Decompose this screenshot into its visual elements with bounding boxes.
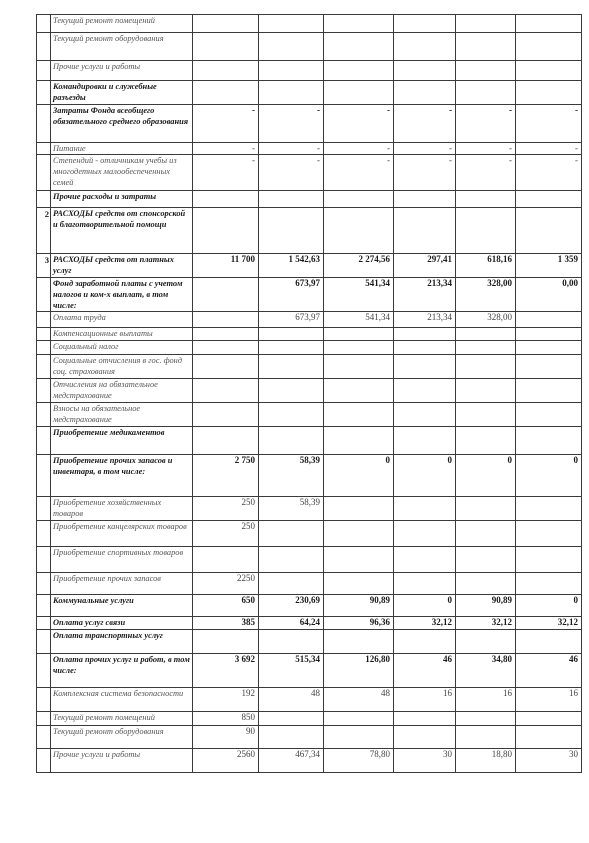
- row-name-cell: Текущий ремонт помещений: [51, 15, 193, 33]
- value-cell-col-5: [456, 726, 516, 749]
- value-cell-col-3: 126,80: [324, 654, 394, 688]
- value-cell-col-1: 385: [193, 617, 259, 630]
- row-index-cell: [37, 688, 51, 712]
- value-cell-col-1: [193, 312, 259, 328]
- row-index-cell: [37, 595, 51, 617]
- value-cell-col-3: [324, 33, 394, 61]
- table-row: [37, 726, 582, 749]
- value-cell-col-5: [456, 15, 516, 33]
- row-index-cell: [37, 521, 51, 547]
- row-index-cell: [37, 341, 51, 355]
- value-cell-col-6: 30: [516, 749, 582, 773]
- row-index-cell: [37, 379, 51, 403]
- value-cell-col-5: [456, 341, 516, 355]
- value-cell-col-6: [516, 379, 582, 403]
- row-index-cell: [37, 749, 51, 773]
- value-cell-col-2: [259, 427, 324, 455]
- value-cell-col-2: [259, 726, 324, 749]
- value-cell-col-5: [456, 547, 516, 573]
- value-cell-col-2: [259, 547, 324, 573]
- value-cell-col-1: [193, 191, 259, 208]
- value-cell-col-3: [324, 15, 394, 33]
- row-name-cell: Текущий ремонт помещений: [51, 712, 193, 726]
- row-index-cell: [37, 191, 51, 208]
- value-cell-col-4: -: [394, 105, 456, 143]
- value-cell-col-2: [259, 61, 324, 81]
- value-cell-col-3: [324, 573, 394, 595]
- table-row: [37, 403, 582, 427]
- row-index-cell: [37, 403, 51, 427]
- value-cell-col-1: 192: [193, 688, 259, 712]
- value-cell-col-6: -: [516, 155, 582, 191]
- value-cell-col-5: 0: [456, 455, 516, 497]
- value-cell-col-1: [193, 208, 259, 254]
- value-cell-col-2: [259, 355, 324, 379]
- value-cell-col-5: -: [456, 155, 516, 191]
- value-cell-col-3: 2 274,56: [324, 254, 394, 278]
- value-cell-col-6: [516, 427, 582, 455]
- value-cell-col-4: [394, 15, 456, 33]
- row-index-cell: [37, 312, 51, 328]
- value-cell-col-2: [259, 379, 324, 403]
- value-cell-col-5: [456, 208, 516, 254]
- value-cell-col-3: [324, 630, 394, 654]
- value-cell-col-6: [516, 726, 582, 749]
- row-index-cell: [37, 355, 51, 379]
- table-row: [37, 547, 582, 573]
- value-cell-col-3: -: [324, 105, 394, 143]
- row-name-cell: Питание: [51, 143, 193, 155]
- value-cell-col-6: [516, 81, 582, 105]
- value-cell-col-1: [193, 61, 259, 81]
- table-row: [37, 712, 582, 726]
- table-row: [37, 312, 582, 328]
- value-cell-col-3: [324, 191, 394, 208]
- value-cell-col-6: [516, 312, 582, 328]
- row-index-cell: [37, 427, 51, 455]
- row-index-cell: [37, 455, 51, 497]
- value-cell-col-5: -: [456, 105, 516, 143]
- value-cell-col-5: [456, 712, 516, 726]
- row-name-cell: Коммунальные услуги: [51, 595, 193, 617]
- value-cell-col-4: [394, 712, 456, 726]
- value-cell-col-6: [516, 15, 582, 33]
- value-cell-col-6: [516, 61, 582, 81]
- value-cell-col-2: 1 542,63: [259, 254, 324, 278]
- value-cell-col-6: [516, 497, 582, 521]
- value-cell-col-2: 673,97: [259, 312, 324, 328]
- value-cell-col-5: 34,80: [456, 654, 516, 688]
- value-cell-col-4: 0: [394, 595, 456, 617]
- value-cell-col-4: 213,34: [394, 278, 456, 312]
- value-cell-col-4: [394, 427, 456, 455]
- value-cell-col-3: -: [324, 143, 394, 155]
- value-cell-col-2: 467,34: [259, 749, 324, 773]
- value-cell-col-6: 32,12: [516, 617, 582, 630]
- value-cell-col-5: [456, 328, 516, 341]
- value-cell-col-1: 2250: [193, 573, 259, 595]
- value-cell-col-1: 11 700: [193, 254, 259, 278]
- table-row: [37, 155, 582, 191]
- value-cell-col-3: [324, 547, 394, 573]
- value-cell-col-4: 213,34: [394, 312, 456, 328]
- value-cell-col-2: 48: [259, 688, 324, 712]
- value-cell-col-6: 0: [516, 455, 582, 497]
- table-row: [37, 254, 582, 278]
- table-row: [37, 278, 582, 312]
- value-cell-col-4: [394, 379, 456, 403]
- value-cell-col-3: [324, 497, 394, 521]
- value-cell-col-4: [394, 191, 456, 208]
- value-cell-col-4: 297,41: [394, 254, 456, 278]
- value-cell-col-1: 3 692: [193, 654, 259, 688]
- value-cell-col-6: -: [516, 143, 582, 155]
- value-cell-col-4: -: [394, 143, 456, 155]
- row-name-cell: Текущий ремонт оборудования: [51, 726, 193, 749]
- value-cell-col-1: [193, 630, 259, 654]
- value-cell-col-6: [516, 573, 582, 595]
- value-cell-col-3: 48: [324, 688, 394, 712]
- row-name-cell: Затраты Фонда всеобщего обязательного среднего образования: [51, 105, 193, 143]
- value-cell-col-6: [516, 630, 582, 654]
- row-name-cell: Текущий ремонт оборудования: [51, 33, 193, 61]
- value-cell-col-2: [259, 630, 324, 654]
- value-cell-col-2: 58,39: [259, 497, 324, 521]
- row-name-cell: Степендий - отличникам учебы из многодетных малообеспеченных семей: [51, 155, 193, 191]
- value-cell-col-5: -: [456, 143, 516, 155]
- value-cell-col-1: [193, 278, 259, 312]
- value-cell-col-2: 58,39: [259, 455, 324, 497]
- value-cell-col-1: [193, 15, 259, 33]
- row-index-cell: [37, 573, 51, 595]
- value-cell-col-1: 850: [193, 712, 259, 726]
- value-cell-col-6: [516, 341, 582, 355]
- value-cell-col-6: [516, 547, 582, 573]
- value-cell-col-1: [193, 328, 259, 341]
- table-row: [37, 455, 582, 497]
- value-cell-col-1: 2560: [193, 749, 259, 773]
- value-cell-col-4: [394, 630, 456, 654]
- row-index-cell: [37, 33, 51, 61]
- row-name-cell: Приобретение медикаментов: [51, 427, 193, 455]
- table-row: [37, 81, 582, 105]
- row-name-cell: Командировки и служебные разъезды: [51, 81, 193, 105]
- value-cell-col-1: 2 750: [193, 455, 259, 497]
- row-name-cell: Социальные отчисления в гос. фонд соц. страхования: [51, 355, 193, 379]
- value-cell-col-5: 90,89: [456, 595, 516, 617]
- row-index-cell: 3: [37, 254, 51, 278]
- row-index-cell: [37, 105, 51, 143]
- row-index-cell: [37, 654, 51, 688]
- value-cell-col-1: 250: [193, 521, 259, 547]
- value-cell-col-3: 90,89: [324, 595, 394, 617]
- table-row: [37, 105, 582, 143]
- row-index-cell: [37, 712, 51, 726]
- row-index-cell: [37, 328, 51, 341]
- value-cell-col-2: -: [259, 105, 324, 143]
- value-cell-col-2: [259, 33, 324, 61]
- table-row: [37, 355, 582, 379]
- value-cell-col-6: [516, 33, 582, 61]
- table-row: [37, 33, 582, 61]
- value-cell-col-5: [456, 497, 516, 521]
- row-name-cell: РАСХОДЫ средств от платных услуг: [51, 254, 193, 278]
- table-row: [37, 573, 582, 595]
- table-row: [37, 61, 582, 81]
- value-cell-col-1: [193, 81, 259, 105]
- row-name-cell: Приобретение канцелярских товаров: [51, 521, 193, 547]
- value-cell-col-3: [324, 379, 394, 403]
- value-cell-col-3: 541,34: [324, 312, 394, 328]
- table-row: [37, 521, 582, 547]
- value-cell-col-3: [324, 208, 394, 254]
- value-cell-col-2: [259, 712, 324, 726]
- row-name-cell: Прочие услуги и работы: [51, 749, 193, 773]
- row-index-cell: [37, 143, 51, 155]
- value-cell-col-1: -: [193, 143, 259, 155]
- value-cell-col-2: [259, 521, 324, 547]
- value-cell-col-4: -: [394, 155, 456, 191]
- value-cell-col-4: [394, 81, 456, 105]
- value-cell-col-4: 32,12: [394, 617, 456, 630]
- table-row: [37, 630, 582, 654]
- value-cell-col-1: -: [193, 105, 259, 143]
- value-cell-col-4: [394, 573, 456, 595]
- value-cell-col-2: [259, 341, 324, 355]
- value-cell-col-1: 650: [193, 595, 259, 617]
- value-cell-col-6: 1 359: [516, 254, 582, 278]
- table-row: [37, 654, 582, 688]
- value-cell-col-5: [456, 379, 516, 403]
- row-index-cell: [37, 617, 51, 630]
- value-cell-col-4: 0: [394, 455, 456, 497]
- table-row: [37, 143, 582, 155]
- value-cell-col-2: [259, 403, 324, 427]
- value-cell-col-5: [456, 61, 516, 81]
- row-name-cell: Приобретение прочих запасов: [51, 573, 193, 595]
- value-cell-col-3: 96,36: [324, 617, 394, 630]
- value-cell-col-3: [324, 61, 394, 81]
- value-cell-col-2: [259, 328, 324, 341]
- row-index-cell: [37, 278, 51, 312]
- value-cell-col-1: [193, 379, 259, 403]
- row-index-cell: [37, 15, 51, 33]
- value-cell-col-3: [324, 726, 394, 749]
- table-row: [37, 617, 582, 630]
- row-index-cell: [37, 497, 51, 521]
- value-cell-col-4: [394, 403, 456, 427]
- value-cell-col-3: [324, 403, 394, 427]
- row-name-cell: Комплексная система безопасности: [51, 688, 193, 712]
- row-name-cell: Прочие расходы и затраты: [51, 191, 193, 208]
- value-cell-col-2: [259, 15, 324, 33]
- value-cell-col-5: 16: [456, 688, 516, 712]
- row-index-cell: [37, 547, 51, 573]
- value-cell-col-5: [456, 403, 516, 427]
- value-cell-col-6: 16: [516, 688, 582, 712]
- value-cell-col-6: [516, 355, 582, 379]
- budget-expenses-table: [36, 14, 582, 773]
- row-index-cell: [37, 726, 51, 749]
- value-cell-col-3: [324, 712, 394, 726]
- value-cell-col-5: 328,00: [456, 312, 516, 328]
- value-cell-col-4: [394, 61, 456, 81]
- value-cell-col-1: [193, 355, 259, 379]
- value-cell-col-2: 673,97: [259, 278, 324, 312]
- value-cell-col-4: [394, 521, 456, 547]
- value-cell-col-2: -: [259, 155, 324, 191]
- value-cell-col-6: 0,00: [516, 278, 582, 312]
- row-index-cell: [37, 630, 51, 654]
- table-row: [37, 379, 582, 403]
- value-cell-col-6: [516, 403, 582, 427]
- table-row: [37, 497, 582, 521]
- value-cell-col-6: 46: [516, 654, 582, 688]
- row-name-cell: Оплата прочих услуг и работ, в том числе:: [51, 654, 193, 688]
- table-row: [37, 208, 582, 254]
- value-cell-col-4: [394, 328, 456, 341]
- table-row: [37, 191, 582, 208]
- value-cell-col-6: [516, 191, 582, 208]
- value-cell-col-5: [456, 630, 516, 654]
- row-name-cell: Прочие услуги и работы: [51, 61, 193, 81]
- value-cell-col-4: [394, 355, 456, 379]
- value-cell-col-4: [394, 547, 456, 573]
- value-cell-col-4: [394, 33, 456, 61]
- value-cell-col-3: 78,80: [324, 749, 394, 773]
- value-cell-col-3: [324, 328, 394, 341]
- row-index-cell: [37, 61, 51, 81]
- value-cell-col-2: [259, 191, 324, 208]
- value-cell-col-2: [259, 81, 324, 105]
- value-cell-col-1: [193, 427, 259, 455]
- value-cell-col-5: [456, 427, 516, 455]
- row-name-cell: Оплата труда: [51, 312, 193, 328]
- value-cell-col-2: [259, 573, 324, 595]
- row-index-cell: [37, 155, 51, 191]
- value-cell-col-1: [193, 403, 259, 427]
- value-cell-col-5: [456, 573, 516, 595]
- row-name-cell: Социальный налог: [51, 341, 193, 355]
- value-cell-col-2: 230,69: [259, 595, 324, 617]
- table-row: [37, 749, 582, 773]
- value-cell-col-3: [324, 81, 394, 105]
- value-cell-col-3: [324, 341, 394, 355]
- table-row: [37, 427, 582, 455]
- value-cell-col-5: [456, 191, 516, 208]
- value-cell-col-6: [516, 521, 582, 547]
- row-name-cell: Приобретение хозяйственных товаров: [51, 497, 193, 521]
- value-cell-col-5: 618,16: [456, 254, 516, 278]
- value-cell-col-4: [394, 208, 456, 254]
- value-cell-col-3: [324, 355, 394, 379]
- value-cell-col-2: -: [259, 143, 324, 155]
- value-cell-col-4: 16: [394, 688, 456, 712]
- value-cell-col-5: 328,00: [456, 278, 516, 312]
- value-cell-col-4: [394, 341, 456, 355]
- row-name-cell: Оплата транспортных услуг: [51, 630, 193, 654]
- value-cell-col-5: [456, 521, 516, 547]
- value-cell-col-4: [394, 497, 456, 521]
- value-cell-col-1: [193, 341, 259, 355]
- value-cell-col-1: [193, 33, 259, 61]
- table-row: [37, 595, 582, 617]
- value-cell-col-3: [324, 427, 394, 455]
- value-cell-col-2: [259, 208, 324, 254]
- value-cell-col-3: 541,34: [324, 278, 394, 312]
- table-row: [37, 688, 582, 712]
- value-cell-col-5: [456, 33, 516, 61]
- value-cell-col-6: -: [516, 105, 582, 143]
- value-cell-col-3: [324, 521, 394, 547]
- row-name-cell: Отчисления на обязательное медстрахование: [51, 379, 193, 403]
- value-cell-col-5: 32,12: [456, 617, 516, 630]
- row-name-cell: Фонд заработной платы с учетом налогов и ком-х выплат, в том числе:: [51, 278, 193, 312]
- value-cell-col-5: 18,80: [456, 749, 516, 773]
- value-cell-col-4: 46: [394, 654, 456, 688]
- value-cell-col-1: -: [193, 155, 259, 191]
- value-cell-col-3: -: [324, 155, 394, 191]
- row-index-cell: [37, 81, 51, 105]
- value-cell-col-1: [193, 547, 259, 573]
- value-cell-col-6: [516, 712, 582, 726]
- row-name-cell: Приобретение спортивных товаров: [51, 547, 193, 573]
- value-cell-col-6: 0: [516, 595, 582, 617]
- table-row: [37, 328, 582, 341]
- row-name-cell: РАСХОДЫ средств от спонсорской и благотворительной помощи: [51, 208, 193, 254]
- value-cell-col-3: 0: [324, 455, 394, 497]
- row-name-cell: Оплата услуг связи: [51, 617, 193, 630]
- value-cell-col-4: 30: [394, 749, 456, 773]
- value-cell-col-6: [516, 328, 582, 341]
- table-row: [37, 15, 582, 33]
- row-name-cell: Приобретение прочих запасов и инвентаря, в том числе:: [51, 455, 193, 497]
- row-name-cell: Взносы на обязательное медстрахование: [51, 403, 193, 427]
- row-name-cell: Компенсационные выплаты: [51, 328, 193, 341]
- value-cell-col-5: [456, 81, 516, 105]
- value-cell-col-5: [456, 355, 516, 379]
- value-cell-col-2: 64,24: [259, 617, 324, 630]
- value-cell-col-1: 90: [193, 726, 259, 749]
- row-index-cell: 2: [37, 208, 51, 254]
- value-cell-col-1: 250: [193, 497, 259, 521]
- table-row: [37, 341, 582, 355]
- value-cell-col-2: 515,34: [259, 654, 324, 688]
- value-cell-col-4: [394, 726, 456, 749]
- value-cell-col-6: [516, 208, 582, 254]
